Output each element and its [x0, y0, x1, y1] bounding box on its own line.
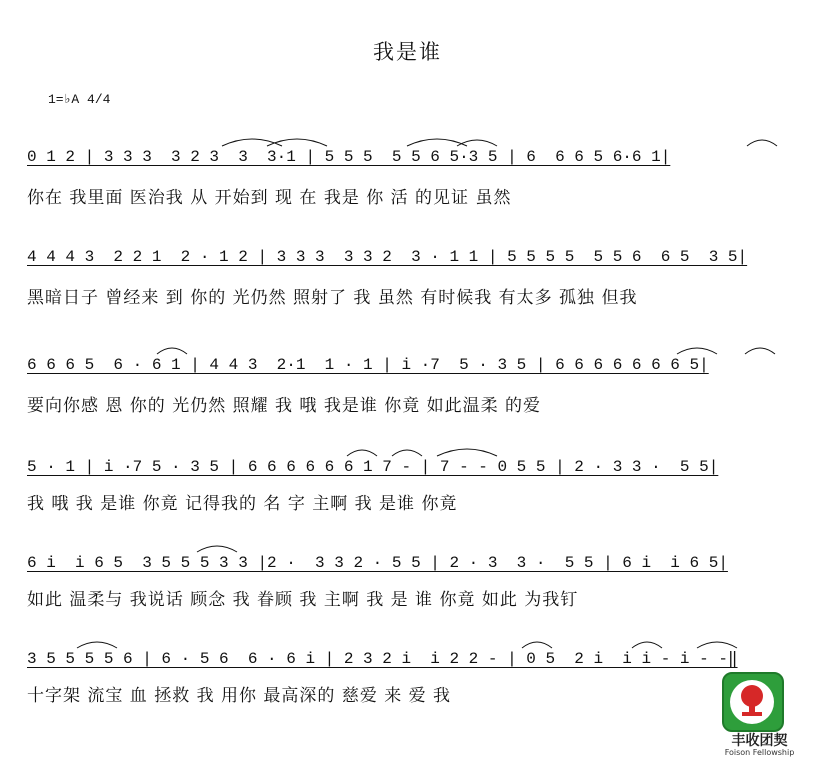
lyric-line: 你在 我里面 医治我 从 开始到 现 在 我是 你 活 的见证 虽然 [27, 188, 512, 208]
notation-line: 6 i i 6 5 3 5 5 5 3 3 |2 · 3 3 2 · 5 5 | 2 · 3 3 · 5 5 | 6 i i 6 5| [27, 554, 728, 572]
fellowship-logo [712, 672, 807, 767]
notation-line: 0 1 2 | 3 3 3 3 2 3 3 3·1 | 5 5 5 5 5 6 5·3 5 | 6 6 6 5 6·6 1| [27, 148, 671, 166]
lyric-line: 要向你感 恩 你的 光仍然 照耀 我 哦 我是谁 你竟 如此温柔 的爱 [27, 396, 542, 416]
logo-emblem [730, 680, 774, 724]
notation-line: 6 6 6 5 6 · 6 1 | 4 4 3 2·1 1 · 1 | i ·7 5 · 3 5 | 6 6 6 6 6 6 6 5| [27, 356, 709, 374]
notation-line: 3 5 5 5 5 6 | 6 · 5 6 6 · 6 i | 2 3 2 i i 2 2 - | 0 5 2 i i i - i - -‖ [27, 650, 738, 668]
song-title: 我是谁 [373, 40, 442, 64]
notation-line: 4 4 4 3 2 2 1 2 · 1 2 | 3 3 3 3 3 2 3 · 1 1 | 5 5 5 5 5 5 6 6 5 3 5| [27, 248, 748, 266]
key-signature: 1=♭A 4/4 [48, 92, 111, 107]
lyric-line: 十字架 流宝 血 拯救 我 用你 最高深的 慈爱 来 爱 我 [27, 686, 452, 706]
lyric-line: 如此 温柔与 我说话 顾念 我 眷顾 我 主啊 我 是 谁 你竟 如此 为我钉 [27, 590, 579, 610]
notation-line: 5 · 1 | i ·7 5 · 3 5 | 6 6 6 6 6 6 1 7 - | 7 - - 0 5 5 | 2 · 3 3 · 5 5| [27, 458, 719, 476]
logo-subtitle: Foison Fellowship [724, 748, 795, 757]
logo-badge [722, 672, 784, 732]
logo-name: 丰收团契 [731, 733, 788, 749]
tree-icon [730, 680, 774, 724]
lyric-line: 我 哦 我 是谁 你竟 记得我的 名 字 主啊 我 是谁 你竟 [27, 494, 458, 514]
lyric-line: 黑暗日子 曾经来 到 你的 光仍然 照射了 我 虽然 有时候我 有太多 孤独 但我 [27, 288, 638, 308]
